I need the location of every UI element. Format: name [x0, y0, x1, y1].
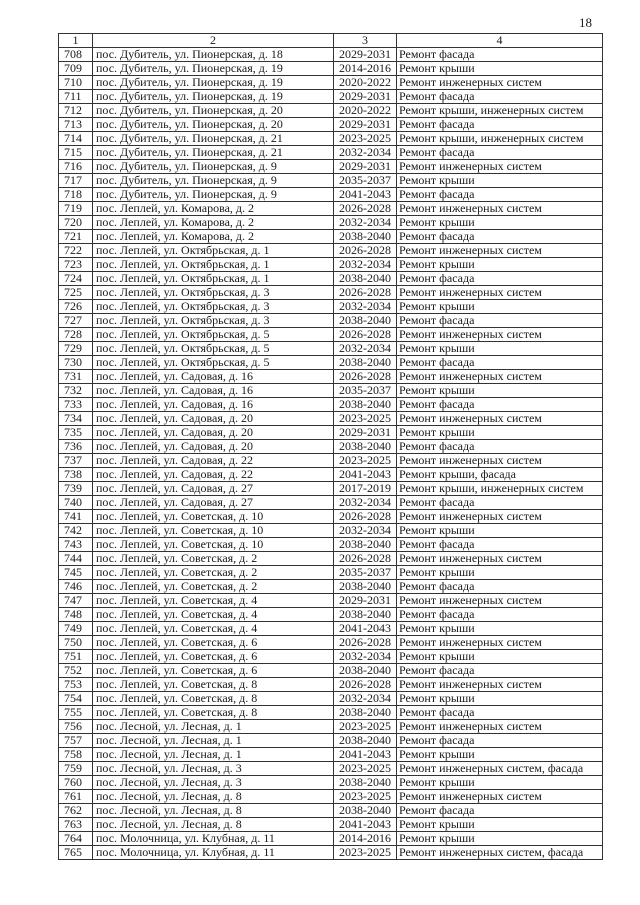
row-work-type: Ремонт крыши, фасада [397, 468, 603, 482]
row-period: 2023-2025 [334, 846, 397, 860]
row-period: 2020-2022 [334, 76, 397, 90]
table-row [59, 566, 603, 580]
row-number: 751 [59, 650, 93, 664]
row-address: пос. Леплей, ул. Советская, д. 4 [93, 594, 334, 608]
row-period: 2041-2043 [334, 748, 397, 762]
row-address: пос. Леплей, ул. Садовая, д. 27 [93, 496, 334, 510]
row-number: 708 [59, 48, 93, 62]
row-period: 2038-2040 [334, 608, 397, 622]
row-work-type: Ремонт крыши [397, 622, 603, 636]
row-number: 730 [59, 356, 93, 370]
table-row [59, 314, 603, 328]
row-number: 754 [59, 692, 93, 706]
row-period: 2032-2034 [334, 342, 397, 356]
table-row [59, 720, 603, 734]
row-period: 2023-2025 [334, 454, 397, 468]
row-work-type: Ремонт крыши [397, 300, 603, 314]
row-address: пос. Леплей, ул. Комарова, д. 2 [93, 202, 334, 216]
row-number: 725 [59, 286, 93, 300]
table-row [59, 482, 603, 496]
table-row [59, 62, 603, 76]
row-address: пос. Леплей, ул. Садовая, д. 16 [93, 384, 334, 398]
table-row [59, 496, 603, 510]
row-period: 2023-2025 [334, 790, 397, 804]
table-row [59, 762, 603, 776]
row-work-type: Ремонт фасада [397, 580, 603, 594]
row-period: 2041-2043 [334, 188, 397, 202]
row-address: пос. Дубитель, ул. Пионерская, д. 18 [93, 48, 334, 62]
row-number: 719 [59, 202, 93, 216]
row-period: 2020-2022 [334, 104, 397, 118]
row-address: пос. Леплей, ул. Советская, д. 6 [93, 664, 334, 678]
row-address: пос. Леплей, ул. Октябрьская, д. 3 [93, 314, 334, 328]
row-period: 2014-2016 [334, 62, 397, 76]
row-number: 718 [59, 188, 93, 202]
table-row [59, 398, 603, 412]
table-row [59, 300, 603, 314]
table-row [59, 552, 603, 566]
row-period: 2038-2040 [334, 734, 397, 748]
row-work-type: Ремонт инженерных систем [397, 790, 603, 804]
row-work-type: Ремонт инженерных систем [397, 76, 603, 90]
row-number: 741 [59, 510, 93, 524]
row-number: 765 [59, 846, 93, 860]
table-row [59, 594, 603, 608]
row-period: 2029-2031 [334, 90, 397, 104]
row-number: 727 [59, 314, 93, 328]
table-row [59, 734, 603, 748]
table-row [59, 804, 603, 818]
row-address: пос. Лесной, ул. Лесная, д. 8 [93, 804, 334, 818]
row-work-type: Ремонт инженерных систем [397, 454, 603, 468]
row-work-type: Ремонт инженерных систем [397, 160, 603, 174]
row-period: 2029-2031 [334, 594, 397, 608]
row-period: 2038-2040 [334, 314, 397, 328]
row-address: пос. Леплей, ул. Садовая, д. 27 [93, 482, 334, 496]
table-row [59, 426, 603, 440]
row-period: 2026-2028 [334, 244, 397, 258]
row-address: пос. Леплей, ул. Октябрьская, д. 5 [93, 342, 334, 356]
row-period: 2032-2034 [334, 496, 397, 510]
row-period: 2041-2043 [334, 622, 397, 636]
row-address: пос. Леплей, ул. Садовая, д. 20 [93, 426, 334, 440]
row-period: 2035-2037 [334, 174, 397, 188]
table-row [59, 118, 603, 132]
table-row [59, 538, 603, 552]
table-row [59, 146, 603, 160]
table-row [59, 524, 603, 538]
row-period: 2023-2025 [334, 762, 397, 776]
row-number: 717 [59, 174, 93, 188]
table-row [59, 650, 603, 664]
row-address: пос. Лесной, ул. Лесная, д. 1 [93, 748, 334, 762]
row-number: 749 [59, 622, 93, 636]
row-address: пос. Леплей, ул. Садовая, д. 22 [93, 468, 334, 482]
row-period: 2032-2034 [334, 300, 397, 314]
row-address: пос. Леплей, ул. Советская, д. 2 [93, 552, 334, 566]
row-work-type: Ремонт фасада [397, 146, 603, 160]
row-work-type: Ремонт фасада [397, 48, 603, 62]
row-work-type: Ремонт крыши [397, 342, 603, 356]
row-work-type: Ремонт инженерных систем, фасада [397, 846, 603, 860]
table-row [59, 384, 603, 398]
row-work-type: Ремонт фасада [397, 272, 603, 286]
row-work-type: Ремонт крыши [397, 384, 603, 398]
table-row [59, 216, 603, 230]
row-period: 2035-2037 [334, 384, 397, 398]
row-period: 2026-2028 [334, 370, 397, 384]
table-row [59, 706, 603, 720]
row-address: пос. Дубитель, ул. Пионерская, д. 19 [93, 76, 334, 90]
row-number: 742 [59, 524, 93, 538]
row-address: пос. Леплей, ул. Садовая, д. 20 [93, 412, 334, 426]
row-number: 756 [59, 720, 93, 734]
table-row [59, 818, 603, 832]
table-row [59, 104, 603, 118]
row-address: пос. Леплей, ул. Советская, д. 8 [93, 692, 334, 706]
row-address: пос. Лесной, ул. Лесная, д. 3 [93, 776, 334, 790]
row-address: пос. Леплей, ул. Садовая, д. 16 [93, 370, 334, 384]
row-work-type: Ремонт крыши [397, 776, 603, 790]
table-row [59, 244, 603, 258]
row-period: 2032-2034 [334, 258, 397, 272]
table-header-row [59, 34, 603, 48]
row-address: пос. Леплей, ул. Советская, д. 10 [93, 510, 334, 524]
row-address: пос. Молочница, ул. Клубная, д. 11 [93, 846, 334, 860]
row-period: 2029-2031 [334, 426, 397, 440]
row-period: 2038-2040 [334, 398, 397, 412]
table-row [59, 622, 603, 636]
row-work-type: Ремонт фасада [397, 398, 603, 412]
row-period: 2032-2034 [334, 146, 397, 160]
row-work-type: Ремонт фасада [397, 804, 603, 818]
row-work-type: Ремонт крыши [397, 692, 603, 706]
row-address: пос. Леплей, ул. Советская, д. 2 [93, 566, 334, 580]
row-period: 2032-2034 [334, 524, 397, 538]
row-period: 2038-2040 [334, 230, 397, 244]
row-number: 761 [59, 790, 93, 804]
row-address: пос. Леплей, ул. Октябрьская, д. 3 [93, 300, 334, 314]
row-work-type: Ремонт фасада [397, 118, 603, 132]
row-address: пос. Лесной, ул. Лесная, д. 1 [93, 720, 334, 734]
row-period: 2041-2043 [334, 468, 397, 482]
row-number: 760 [59, 776, 93, 790]
row-work-type: Ремонт крыши [397, 426, 603, 440]
row-number: 720 [59, 216, 93, 230]
row-work-type: Ремонт фасада [397, 496, 603, 510]
row-address: пос. Леплей, ул. Октябрьская, д. 5 [93, 328, 334, 342]
row-period: 2038-2040 [334, 538, 397, 552]
table-row [59, 76, 603, 90]
table-row [59, 580, 603, 594]
row-work-type: Ремонт крыши, инженерных систем [397, 132, 603, 146]
row-number: 723 [59, 258, 93, 272]
row-address: пос. Леплей, ул. Комарова, д. 2 [93, 216, 334, 230]
row-number: 732 [59, 384, 93, 398]
row-work-type: Ремонт фасада [397, 230, 603, 244]
row-period: 2029-2031 [334, 160, 397, 174]
repair-schedule-table [58, 33, 603, 860]
row-number: 743 [59, 538, 93, 552]
row-work-type: Ремонт крыши [397, 748, 603, 762]
row-work-type: Ремонт крыши [397, 818, 603, 832]
table-body [59, 48, 603, 860]
row-number: 740 [59, 496, 93, 510]
row-number: 737 [59, 454, 93, 468]
row-work-type: Ремонт фасада [397, 356, 603, 370]
row-period: 2041-2043 [334, 818, 397, 832]
table-row [59, 132, 603, 146]
row-number: 739 [59, 482, 93, 496]
table-row [59, 748, 603, 762]
row-address: пос. Леплей, ул. Советская, д. 8 [93, 706, 334, 720]
row-number: 735 [59, 426, 93, 440]
row-period: 2026-2028 [334, 678, 397, 692]
row-address: пос. Леплей, ул. Октябрьская, д. 1 [93, 244, 334, 258]
row-address: пос. Леплей, ул. Комарова, д. 2 [93, 230, 334, 244]
row-address: пос. Дубитель, ул. Пионерская, д. 20 [93, 118, 334, 132]
row-address: пос. Леплей, ул. Октябрьская, д. 1 [93, 272, 334, 286]
row-work-type: Ремонт фасада [397, 734, 603, 748]
row-number: 763 [59, 818, 93, 832]
table-row [59, 636, 603, 650]
row-work-type: Ремонт фасада [397, 608, 603, 622]
table-row [59, 286, 603, 300]
table-row [59, 160, 603, 174]
table-row [59, 776, 603, 790]
row-address: пос. Дубитель, ул. Пионерская, д. 9 [93, 160, 334, 174]
row-number: 748 [59, 608, 93, 622]
row-address: пос. Леплей, ул. Октябрьская, д. 1 [93, 258, 334, 272]
table-row [59, 678, 603, 692]
row-number: 762 [59, 804, 93, 818]
row-work-type: Ремонт крыши [397, 650, 603, 664]
row-number: 714 [59, 132, 93, 146]
row-period: 2026-2028 [334, 636, 397, 650]
row-period: 2026-2028 [334, 552, 397, 566]
row-address: пос. Леплей, ул. Садовая, д. 16 [93, 398, 334, 412]
row-period: 2026-2028 [334, 328, 397, 342]
row-period: 2032-2034 [334, 692, 397, 706]
row-address: пос. Леплей, ул. Октябрьская, д. 3 [93, 286, 334, 300]
table-row [59, 48, 603, 62]
row-address: пос. Леплей, ул. Советская, д. 4 [93, 608, 334, 622]
table-row [59, 356, 603, 370]
row-address: пос. Леплей, ул. Советская, д. 6 [93, 636, 334, 650]
row-work-type: Ремонт инженерных систем [397, 286, 603, 300]
row-number: 746 [59, 580, 93, 594]
row-address: пос. Дубитель, ул. Пионерская, д. 19 [93, 90, 334, 104]
row-number: 733 [59, 398, 93, 412]
row-number: 752 [59, 664, 93, 678]
row-work-type: Ремонт крыши [397, 258, 603, 272]
row-work-type: Ремонт крыши [397, 216, 603, 230]
row-number: 736 [59, 440, 93, 454]
row-work-type: Ремонт инженерных систем [397, 552, 603, 566]
table-row [59, 510, 603, 524]
row-work-type: Ремонт инженерных систем [397, 510, 603, 524]
row-period: 2038-2040 [334, 804, 397, 818]
row-work-type: Ремонт фасада [397, 706, 603, 720]
row-period: 2038-2040 [334, 776, 397, 790]
row-number: 711 [59, 90, 93, 104]
row-work-type: Ремонт крыши, инженерных систем [397, 482, 603, 496]
row-number: 753 [59, 678, 93, 692]
row-number: 745 [59, 566, 93, 580]
row-address: пос. Дубитель, ул. Пионерская, д. 20 [93, 104, 334, 118]
table-row [59, 608, 603, 622]
table-row [59, 202, 603, 216]
row-number: 715 [59, 146, 93, 160]
row-address: пос. Дубитель, ул. Пионерская, д. 21 [93, 146, 334, 160]
column-header-work-type: 4 [397, 34, 603, 48]
row-period: 2038-2040 [334, 580, 397, 594]
row-address: пос. Леплей, ул. Советская, д. 10 [93, 524, 334, 538]
row-number: 716 [59, 160, 93, 174]
table-row [59, 468, 603, 482]
row-address: пос. Леплей, ул. Садовая, д. 22 [93, 454, 334, 468]
row-period: 2023-2025 [334, 412, 397, 426]
row-address: пос. Леплей, ул. Садовая, д. 20 [93, 440, 334, 454]
row-period: 2026-2028 [334, 510, 397, 524]
row-period: 2032-2034 [334, 650, 397, 664]
row-work-type: Ремонт инженерных систем [397, 370, 603, 384]
row-address: пос. Леплей, ул. Советская, д. 6 [93, 650, 334, 664]
column-header-period: 3 [334, 34, 397, 48]
row-work-type: Ремонт фасада [397, 538, 603, 552]
row-number: 734 [59, 412, 93, 426]
row-number: 713 [59, 118, 93, 132]
table-row [59, 272, 603, 286]
row-period: 2023-2025 [334, 132, 397, 146]
row-period: 2014-2016 [334, 832, 397, 846]
row-number: 758 [59, 748, 93, 762]
row-work-type: Ремонт фасада [397, 90, 603, 104]
row-number: 712 [59, 104, 93, 118]
table-row [59, 90, 603, 104]
row-work-type: Ремонт инженерных систем [397, 594, 603, 608]
row-number: 709 [59, 62, 93, 76]
row-period: 2029-2031 [334, 118, 397, 132]
row-number: 738 [59, 468, 93, 482]
table-row [59, 454, 603, 468]
row-period: 2038-2040 [334, 664, 397, 678]
row-address: пос. Молочница, ул. Клубная, д. 11 [93, 832, 334, 846]
row-address: пос. Дубитель, ул. Пионерская, д. 19 [93, 62, 334, 76]
row-address: пос. Леплей, ул. Октябрьская, д. 5 [93, 356, 334, 370]
row-period: 2035-2037 [334, 566, 397, 580]
column-header-number: 1 [59, 34, 93, 48]
row-period: 2038-2040 [334, 706, 397, 720]
row-number: 710 [59, 76, 93, 90]
row-address: пос. Леплей, ул. Советская, д. 4 [93, 622, 334, 636]
column-header-address: 2 [93, 34, 334, 48]
row-work-type: Ремонт крыши [397, 174, 603, 188]
row-address: пос. Лесной, ул. Лесная, д. 1 [93, 734, 334, 748]
row-number: 750 [59, 636, 93, 650]
row-number: 764 [59, 832, 93, 846]
row-number: 755 [59, 706, 93, 720]
table-row [59, 692, 603, 706]
row-address: пос. Дубитель, ул. Пионерская, д. 21 [93, 132, 334, 146]
row-work-type: Ремонт инженерных систем [397, 412, 603, 426]
row-work-type: Ремонт инженерных систем [397, 678, 603, 692]
row-period: 2038-2040 [334, 440, 397, 454]
row-work-type: Ремонт крыши [397, 62, 603, 76]
row-work-type: Ремонт фасада [397, 188, 603, 202]
table-row [59, 790, 603, 804]
row-address: пос. Дубитель, ул. Пионерская, д. 9 [93, 174, 334, 188]
row-work-type: Ремонт фасада [397, 440, 603, 454]
page-number: 18 [579, 15, 592, 30]
row-period: 2032-2034 [334, 216, 397, 230]
row-period: 2029-2031 [334, 48, 397, 62]
table-row [59, 440, 603, 454]
table-row [59, 412, 603, 426]
row-work-type: Ремонт фасада [397, 314, 603, 328]
row-number: 747 [59, 594, 93, 608]
row-period: 2026-2028 [334, 286, 397, 300]
row-address: пос. Леплей, ул. Советская, д. 2 [93, 580, 334, 594]
table-row [59, 832, 603, 846]
row-number: 759 [59, 762, 93, 776]
row-work-type: Ремонт фасада [397, 664, 603, 678]
row-address: пос. Дубитель, ул. Пионерская, д. 9 [93, 188, 334, 202]
row-address: пос. Лесной, ул. Лесная, д. 3 [93, 762, 334, 776]
row-address: пос. Лесной, ул. Лесная, д. 8 [93, 790, 334, 804]
table-row [59, 846, 603, 860]
row-work-type: Ремонт крыши [397, 832, 603, 846]
row-period: 2038-2040 [334, 272, 397, 286]
row-period: 2017-2019 [334, 482, 397, 496]
row-address: пос. Лесной, ул. Лесная, д. 8 [93, 818, 334, 832]
row-number: 721 [59, 230, 93, 244]
row-work-type: Ремонт инженерных систем [397, 202, 603, 216]
row-work-type: Ремонт крыши [397, 524, 603, 538]
row-address: пос. Леплей, ул. Советская, д. 10 [93, 538, 334, 552]
table-row [59, 370, 603, 384]
table-row [59, 188, 603, 202]
row-work-type: Ремонт инженерных систем, фасада [397, 762, 603, 776]
row-number: 731 [59, 370, 93, 384]
row-number: 744 [59, 552, 93, 566]
row-work-type: Ремонт крыши [397, 566, 603, 580]
row-work-type: Ремонт инженерных систем [397, 244, 603, 258]
table-row [59, 328, 603, 342]
row-period: 2023-2025 [334, 720, 397, 734]
table-row [59, 342, 603, 356]
row-work-type: Ремонт инженерных систем [397, 636, 603, 650]
row-period: 2026-2028 [334, 202, 397, 216]
table-row [59, 664, 603, 678]
row-number: 729 [59, 342, 93, 356]
row-number: 728 [59, 328, 93, 342]
row-work-type: Ремонт крыши, инженерных систем [397, 104, 603, 118]
row-number: 724 [59, 272, 93, 286]
table-row [59, 258, 603, 272]
row-work-type: Ремонт инженерных систем [397, 720, 603, 734]
table-row [59, 174, 603, 188]
row-number: 757 [59, 734, 93, 748]
row-address: пос. Леплей, ул. Советская, д. 8 [93, 678, 334, 692]
row-number: 726 [59, 300, 93, 314]
table-row [59, 230, 603, 244]
row-period: 2038-2040 [334, 356, 397, 370]
row-work-type: Ремонт инженерных систем [397, 328, 603, 342]
row-number: 722 [59, 244, 93, 258]
